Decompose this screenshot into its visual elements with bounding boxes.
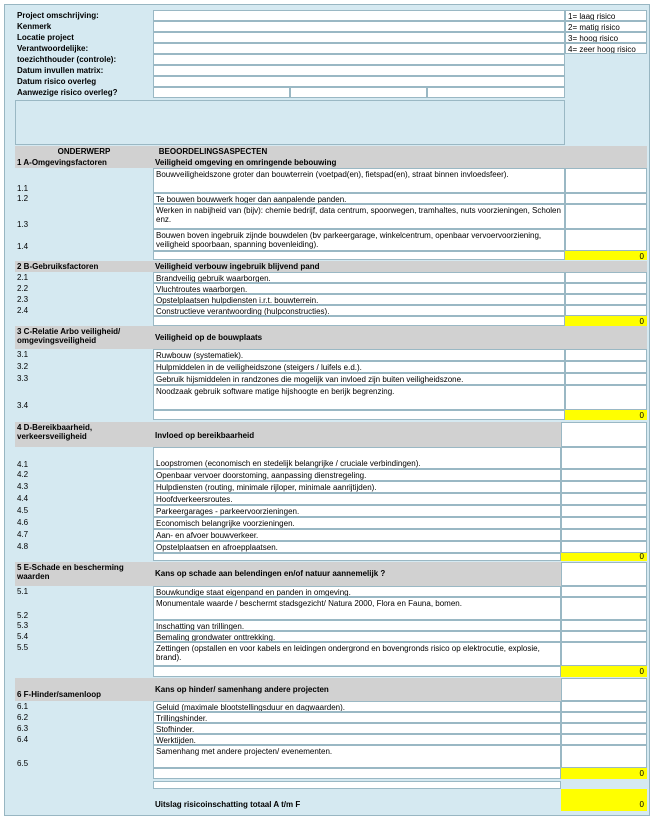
- score-cell[interactable]: [565, 229, 647, 251]
- item-text: Geluid (maximale blootstellingsduur en dagwaarden).: [153, 701, 561, 712]
- item-text: Samenhang met andere projecten/ evenementen.: [153, 745, 561, 768]
- item-text: Bouwveiligheidszone groter dan bouwterrein (voetpad(en), fietspad(en), straat binnen invloedsfeer).: [153, 168, 565, 193]
- legend-item-1: 1= laag risico: [565, 10, 647, 21]
- item-number: 4.1: [17, 460, 29, 469]
- item-text: Openbaar vervoer doorstoming, aanpassing dienstregeling.: [153, 469, 561, 481]
- section-total-4: 0: [561, 553, 647, 561]
- score-cell[interactable]: [565, 294, 647, 305]
- score-cell[interactable]: [561, 493, 647, 505]
- section-total-spacer: [153, 553, 561, 561]
- section-total-spacer: [153, 768, 561, 779]
- input-toezichthouder[interactable]: [153, 54, 565, 65]
- item-number: 5.2: [17, 611, 29, 620]
- score-cell[interactable]: [565, 349, 647, 361]
- input-datum-risico-overleg[interactable]: [153, 76, 565, 87]
- section-title-2: 2 B-Gebruiksfactoren: [15, 261, 153, 272]
- item-text: Stofhinder.: [153, 723, 561, 734]
- score-cell[interactable]: [561, 734, 647, 745]
- item-number: 3.3: [17, 374, 29, 383]
- item-text: Werken in nabijheid van (bijv): chemie bedrijf, data centrum, spoorwegen, tramhaltes, nuts voorzieningen, Scholen enz.: [153, 204, 565, 229]
- section-subtitle-6: Kans op hinder/ samenhang andere projecten: [153, 678, 561, 701]
- item-number: 4.8: [17, 542, 29, 551]
- notes-area[interactable]: [15, 100, 565, 145]
- input-aanwezige-3[interactable]: [427, 87, 565, 98]
- score-cell[interactable]: [561, 586, 647, 597]
- item-number: 4.7: [17, 530, 29, 539]
- score-cell[interactable]: [561, 529, 647, 541]
- section-score-header-4: [561, 422, 647, 447]
- score-cell[interactable]: [561, 505, 647, 517]
- score-cell[interactable]: [561, 631, 647, 642]
- item-text: Constructieve verantwoording (hulpconstructies).: [153, 305, 565, 316]
- legend-item-2: 2= matig risico: [565, 21, 647, 32]
- column-header-topic: ONDERWERP: [15, 146, 153, 157]
- item-text: Bouwkundige staat eigenpand en panden in omgeving.: [153, 586, 561, 597]
- item-number: 6.4: [17, 735, 29, 744]
- score-cell[interactable]: [561, 541, 647, 553]
- item-number: 6.3: [17, 724, 29, 733]
- input-datum-invullen[interactable]: [153, 65, 565, 76]
- section-total-6: 0: [561, 768, 647, 779]
- item-number: 3.1: [17, 350, 29, 359]
- section-title-5: 5 E-Schade en bescherming waarden: [15, 562, 153, 586]
- input-aanwezige-2[interactable]: [290, 87, 427, 98]
- section-subtitle-1: Veiligheid omgeving en omringende bebouwing: [153, 157, 565, 168]
- item-text: Hulpmiddelen in de veiligheidszone (steigers / luifels e.d.).: [153, 361, 565, 373]
- column-header-score: [565, 146, 647, 157]
- section-total-1: 0: [565, 251, 647, 260]
- score-cell[interactable]: [565, 385, 647, 410]
- section-total-2: 0: [565, 316, 647, 326]
- section-title-1: 1 A-Omgevingsfactoren: [15, 157, 153, 168]
- item-number: 1.2: [17, 194, 29, 203]
- score-cell[interactable]: [561, 447, 647, 469]
- item-text: Werktijden.: [153, 734, 561, 745]
- section-title-6: 6 F-Hinder/samenloop: [15, 678, 153, 701]
- section-total-spacer: [153, 251, 565, 260]
- item-number: 1.3: [17, 220, 29, 229]
- section-subtitle-5: Kans op schade aan belendingen en/of natuur aannemelijk ?: [153, 562, 561, 586]
- section-title-3: 3 C-Relatie Arbo veiligheid/ omgevingsveiligheid: [15, 326, 153, 349]
- item-number: 5.3: [17, 621, 29, 630]
- score-cell[interactable]: [561, 620, 647, 631]
- score-cell[interactable]: [565, 204, 647, 229]
- item-number: 2.4: [17, 306, 29, 315]
- section-score-header-3: [565, 326, 647, 349]
- field-label-verantwoordelijke: Verantwoordelijke:: [17, 44, 89, 53]
- item-number: 3.4: [17, 401, 29, 410]
- item-number: 4.3: [17, 482, 29, 491]
- field-label-locatie-project: Locatie project: [17, 33, 74, 42]
- grand-total-value: 0: [561, 789, 647, 811]
- score-cell[interactable]: [561, 469, 647, 481]
- score-cell[interactable]: [565, 193, 647, 204]
- legend-item-3: 3= hoog risico: [565, 32, 647, 43]
- item-number: 2.2: [17, 284, 29, 293]
- score-cell[interactable]: [565, 283, 647, 294]
- score-cell[interactable]: [561, 701, 647, 712]
- item-number: 4.6: [17, 518, 29, 527]
- score-cell[interactable]: [561, 642, 647, 666]
- input-aanwezige-1[interactable]: [153, 87, 290, 98]
- score-cell[interactable]: [565, 361, 647, 373]
- section-subtitle-4: Invloed op bereikbaarheid: [153, 422, 561, 447]
- item-text: Bouwen boven ingebruik zijnde bouwdelen (bv parkeergarage, winkelcentrum, openbaar vervoervoorziening, veiligheid spoorbaan, spanning bovenleiding).: [153, 229, 565, 251]
- item-number: 6.1: [17, 702, 29, 711]
- field-label-project-omschrijving: Project omschrijving:: [17, 11, 99, 20]
- item-text: Trillingshinder.: [153, 712, 561, 723]
- input-kenmerk[interactable]: [153, 21, 565, 32]
- item-text: Vluchtroutes waarborgen.: [153, 283, 565, 294]
- item-number: 6.5: [17, 759, 29, 768]
- section-subtitle-3: Veiligheid op de bouwplaats: [153, 326, 565, 349]
- item-text: Monumentale waarde / beschermt stadsgezicht/ Natura 2000, Flora en Fauna, bomen.: [153, 597, 561, 620]
- item-number: 2.3: [17, 295, 29, 304]
- item-text: Parkeergarages - parkeervoorzieningen.: [153, 505, 561, 517]
- score-cell[interactable]: [561, 745, 647, 768]
- section-total-spacer: [153, 410, 565, 420]
- item-number: 4.4: [17, 494, 29, 503]
- item-text: Aan- en afvoer bouwverkeer.: [153, 529, 561, 541]
- section-subtitle-2: Veiligheid verbouw ingebruik blijvend pand: [153, 261, 565, 272]
- section-score-header-6: [561, 678, 647, 701]
- score-cell[interactable]: [565, 272, 647, 283]
- legend-item-4: 4= zeer hoog risico: [565, 43, 647, 54]
- column-header-spacer: [273, 146, 565, 157]
- item-text: Hoofdverkeersroutes.: [153, 493, 561, 505]
- item-number: 5.1: [17, 587, 29, 596]
- item-number: 1.1: [17, 184, 29, 193]
- input-project-omschrijving[interactable]: [153, 10, 565, 21]
- score-cell[interactable]: [565, 168, 647, 193]
- section-total-spacer: [153, 666, 561, 677]
- item-number: 1.4: [17, 242, 29, 251]
- section-title-4: 4 D-Bereikbaarheid, verkeersveiligheid: [15, 422, 153, 447]
- score-cell[interactable]: [565, 373, 647, 385]
- item-number: 5.5: [17, 643, 29, 652]
- score-cell[interactable]: [561, 712, 647, 723]
- section-score-header-1: [565, 157, 647, 168]
- field-label-datum-risico-overleg: Datum risico overleg: [17, 77, 97, 86]
- item-text: Economisch belangrijke voorzieningen.: [153, 517, 561, 529]
- item-number: 4.5: [17, 506, 29, 515]
- grand-total-spacer: [153, 781, 561, 789]
- item-number: 4.2: [17, 470, 29, 479]
- score-cell[interactable]: [561, 517, 647, 529]
- item-text: Hulpdiensten (routing, minimale rijloper, minimale aanrijtijden).: [153, 481, 561, 493]
- item-number: 6.2: [17, 713, 29, 722]
- item-number: 3.2: [17, 362, 29, 371]
- item-text: Opstelplaatsen en afroepplaatsen.: [153, 541, 561, 553]
- item-number: 2.1: [17, 273, 29, 282]
- field-label-aanwezige: Aanwezige risico overleg?: [17, 88, 118, 97]
- column-header-aspects: BEOORDELINGSASPECTEN: [153, 146, 273, 157]
- field-label-datum-invullen: Datum invullen matrix:: [17, 66, 104, 75]
- item-text: Bemaling grondwater onttrekking.: [153, 631, 561, 642]
- item-text: Noodzaak gebruik software matige hijshoogte en berijk begrenzing.: [153, 385, 565, 410]
- item-text: Opstelplaatsen hulpdiensten i.r.t. bouwterrein.: [153, 294, 565, 305]
- score-cell[interactable]: [565, 305, 647, 316]
- item-text: Ruwbouw (systematiek).: [153, 349, 565, 361]
- section-total-5: 0: [561, 666, 647, 677]
- section-score-header-5: [561, 562, 647, 586]
- score-cell[interactable]: [561, 481, 647, 493]
- item-text: Inschatting van trillingen.: [153, 620, 561, 631]
- score-cell[interactable]: [561, 723, 647, 734]
- item-text: Zettingen (opstallen en voor kabels en leidingen ondergrond en bovengronds risico op elektrocutie, explosie, brand).: [153, 642, 561, 666]
- item-text: Loopstromen (economisch en stedelijk belangrijke / cruciale verbindingen).: [153, 447, 561, 469]
- section-total-spacer: [153, 316, 565, 326]
- item-text: Gebruik hijsmiddelen in randzones die mogelijk van invloed zijn buiten veiligheidszone.: [153, 373, 565, 385]
- score-cell[interactable]: [561, 597, 647, 620]
- section-score-header-2: [565, 261, 647, 272]
- field-label-toezichthouder: toezichthouder (controle):: [17, 55, 117, 64]
- input-locatie-project[interactable]: [153, 32, 565, 43]
- item-number: 5.4: [17, 632, 29, 641]
- field-label-kenmerk: Kenmerk: [17, 22, 52, 31]
- input-verantwoordelijke[interactable]: [153, 43, 565, 54]
- section-total-3: 0: [565, 410, 647, 420]
- risk-matrix-sheet: [4, 4, 650, 816]
- item-text: Brandveilig gebruik waarborgen.: [153, 272, 565, 283]
- item-text: Te bouwen bouwwerk hoger dan aanpalende panden.: [153, 193, 565, 204]
- grand-total-label: Uitslag risicoinschatting totaal A t/m F: [155, 800, 301, 809]
